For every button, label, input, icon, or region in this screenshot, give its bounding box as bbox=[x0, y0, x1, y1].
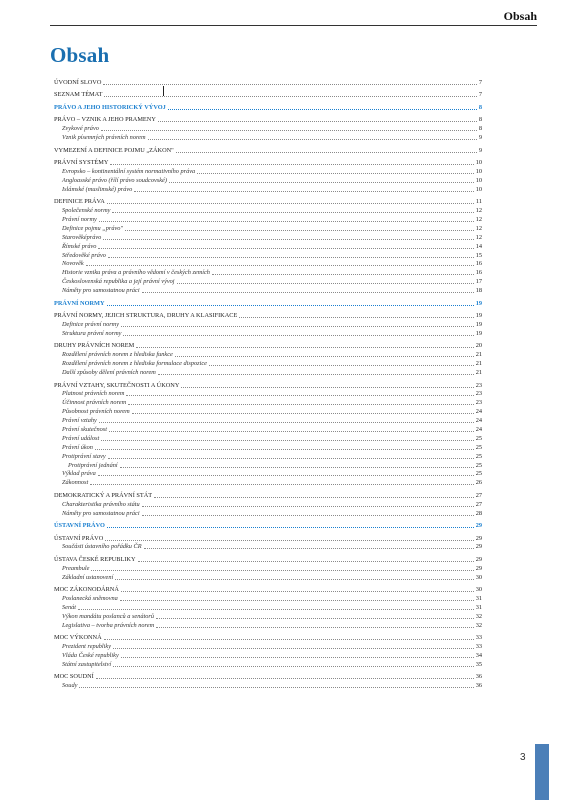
toc-dot-leader bbox=[142, 506, 474, 507]
toc-entry-label: Protiprávní jednání bbox=[68, 461, 118, 469]
toc-entry-label: Působnost právních norem bbox=[62, 408, 130, 416]
toc-chapter-entry[interactable] bbox=[54, 555, 482, 564]
toc-entry-label: VYMEZENÍ A DEFINICE POJMU „ZÁKON" bbox=[54, 146, 174, 154]
toc-entry-label: Československá republika a její právní vývoj bbox=[62, 278, 175, 286]
toc-entry-page: 31 bbox=[475, 595, 482, 603]
toc-entry-label: Senát bbox=[62, 604, 76, 611]
toc-part-entry[interactable] bbox=[54, 103, 482, 112]
toc-dot-leader bbox=[132, 413, 474, 414]
toc-subentry[interactable] bbox=[54, 425, 482, 434]
toc-dot-leader bbox=[212, 274, 474, 275]
toc-subentry[interactable] bbox=[54, 612, 482, 621]
toc-entry-label: DRUHY PRÁVNÍCH NOREM bbox=[54, 342, 135, 350]
toc-subentry[interactable] bbox=[54, 660, 482, 669]
toc-chapter-entry[interactable] bbox=[54, 146, 482, 155]
toc-entry-page: 27 bbox=[475, 491, 482, 499]
toc-dot-leader bbox=[128, 404, 474, 405]
toc-dot-leader bbox=[96, 678, 474, 679]
toc-dot-leader bbox=[121, 657, 474, 658]
toc-entry-page: 26 bbox=[475, 479, 482, 487]
toc-chapter-entry[interactable] bbox=[54, 673, 482, 682]
toc-dot-leader bbox=[113, 648, 474, 649]
toc-subentry[interactable] bbox=[54, 470, 482, 479]
toc-entry-page: 25 bbox=[475, 461, 482, 469]
toc-entry-label: Výklad práva bbox=[62, 470, 96, 478]
toc-entry-page: 29 bbox=[475, 543, 482, 551]
toc-chapter-entry[interactable] bbox=[54, 381, 482, 390]
toc-entry-page: 29 bbox=[475, 522, 482, 530]
toc-entry-page: 30 bbox=[475, 586, 482, 594]
toc-entry-label: Prezident republiky bbox=[62, 643, 112, 651]
toc-entry-page: 19 bbox=[475, 312, 482, 320]
toc-subentry[interactable] bbox=[54, 176, 482, 185]
toc-dot-leader bbox=[95, 449, 474, 450]
toc-dot-leader bbox=[125, 230, 474, 231]
toc-subentry[interactable] bbox=[54, 416, 482, 425]
toc-subentry[interactable] bbox=[54, 251, 482, 260]
toc-subentry[interactable] bbox=[54, 368, 482, 377]
toc-dot-leader bbox=[126, 395, 473, 396]
toc-entry-label: Náměty pro samostatnou práci bbox=[62, 509, 140, 517]
toc-entry-label: Vznik písemných právních norem bbox=[62, 134, 146, 142]
toc-dot-leader bbox=[108, 257, 474, 258]
toc-chapter-entry[interactable] bbox=[54, 197, 482, 206]
toc-entry-label: Charakteristika právního státu bbox=[62, 500, 140, 508]
running-header-title: Obsah bbox=[503, 9, 537, 23]
toc-subentry[interactable] bbox=[54, 564, 482, 573]
toc-entry-label: Soudy bbox=[62, 682, 78, 690]
toc-entry-label: Definice pojmu „právo" bbox=[62, 224, 124, 232]
toc-entry-label: Novověk bbox=[62, 260, 84, 268]
toc-entry-label: Právní vztahy bbox=[62, 417, 97, 425]
toc-dot-leader bbox=[90, 484, 473, 485]
toc-entry-page: 24 bbox=[475, 426, 482, 433]
toc-entry-page: 19 bbox=[475, 321, 482, 329]
toc-dot-leader bbox=[98, 248, 473, 249]
toc-dot-leader bbox=[209, 365, 474, 366]
toc-dot-leader bbox=[158, 121, 477, 122]
toc-entry-label: Právní skutečnost bbox=[62, 426, 107, 433]
toc-entry-page: 25 bbox=[475, 452, 482, 460]
toc-dot-leader bbox=[176, 152, 477, 153]
toc-chapter-entry[interactable] bbox=[54, 633, 482, 642]
toc-chapter-entry[interactable] bbox=[54, 115, 482, 124]
toc-entry-label: MOC VÝKONNÁ bbox=[54, 634, 102, 642]
toc-entry-page: 12 bbox=[475, 216, 482, 224]
toc-entry-label: Preambule bbox=[62, 564, 90, 572]
page-number: 3 bbox=[520, 752, 526, 763]
toc-subentry[interactable] bbox=[54, 621, 482, 630]
toc-entry-label: ÚSTAVNÍ PRÁVO bbox=[54, 522, 105, 530]
toc-subentry[interactable] bbox=[54, 681, 482, 690]
toc-entry-label: Státní zastupitelství bbox=[62, 660, 112, 668]
toc-subentry[interactable] bbox=[54, 434, 482, 443]
toc-entry-label: Platnost právních norem bbox=[62, 390, 125, 398]
toc-dot-leader bbox=[138, 561, 474, 562]
toc-entry-page: 28 bbox=[475, 509, 482, 517]
toc-entry-page: 10 bbox=[475, 159, 482, 167]
toc-entry-label: Vláda České republiky bbox=[62, 652, 119, 660]
toc-entry-page: 24 bbox=[475, 417, 482, 425]
toc-entry-label: Islámské (muslimské) právo bbox=[62, 185, 133, 193]
toc-entry-page: 23 bbox=[475, 399, 482, 407]
toc-subentry[interactable] bbox=[54, 359, 482, 368]
toc-part-entry[interactable] bbox=[54, 299, 482, 308]
toc-subentry[interactable] bbox=[54, 573, 482, 582]
toc-dot-leader bbox=[134, 191, 473, 192]
toc-dot-leader bbox=[120, 600, 474, 601]
toc-chapter-entry[interactable] bbox=[54, 342, 482, 351]
toc-entry-label: Náměty pro samostatnou práci bbox=[62, 287, 140, 295]
toc-entry-page: 12 bbox=[475, 233, 482, 241]
toc-entry-page: 14 bbox=[475, 242, 482, 250]
toc-chapter-entry[interactable] bbox=[54, 90, 482, 99]
toc-subentry[interactable] bbox=[54, 242, 482, 251]
toc-entry-page: 10 bbox=[475, 167, 482, 175]
toc-subentry[interactable] bbox=[54, 286, 482, 295]
toc-dot-leader bbox=[110, 164, 473, 165]
toc-entry-label: Protiprávní stavy bbox=[62, 452, 106, 460]
page-edge-tab bbox=[535, 744, 549, 800]
toc-entry-page: 21 bbox=[475, 360, 482, 368]
toc-subentry[interactable] bbox=[54, 320, 482, 329]
toc-dot-leader bbox=[154, 497, 474, 498]
toc-dot-leader bbox=[158, 374, 474, 375]
toc-dot-leader bbox=[177, 283, 474, 284]
toc-subentry[interactable] bbox=[54, 224, 482, 233]
toc-entry-page: 9 bbox=[478, 134, 482, 142]
toc-dot-leader bbox=[123, 335, 473, 336]
toc-entry-label: Právní úkon bbox=[62, 443, 93, 451]
toc-subentry[interactable] bbox=[54, 124, 482, 133]
toc-entry-label: Středověké právo bbox=[62, 251, 106, 259]
toc-entry-page: 20 bbox=[475, 342, 482, 350]
toc-dot-leader bbox=[121, 326, 474, 327]
toc-entry-label: Struktura právní normy bbox=[62, 329, 122, 337]
toc-subentry[interactable] bbox=[54, 133, 482, 142]
toc-entry-page: 10 bbox=[475, 176, 482, 184]
toc-entry-label: MOC SOUDNÍ bbox=[54, 673, 94, 681]
toc-subentry[interactable] bbox=[54, 509, 482, 518]
toc-entry-label: PRÁVNÍ NORMY bbox=[54, 299, 105, 307]
toc-dot-leader bbox=[107, 203, 474, 204]
toc-entry-label: Historie vzniku práva a právního vědomí v českých zemích bbox=[62, 269, 210, 277]
toc-entry-label: Společenské normy bbox=[62, 207, 111, 215]
toc-entry-label: Účinnost právních norem bbox=[62, 399, 127, 407]
toc-dot-leader bbox=[197, 173, 473, 174]
toc-entry-label: ÚSTAVA ČESKÉ REPUBLIKY bbox=[54, 555, 136, 563]
toc-subentry[interactable] bbox=[54, 206, 482, 215]
toc-subentry[interactable] bbox=[54, 603, 482, 612]
toc-entry-page: 32 bbox=[475, 612, 482, 620]
toc-entry-page: 7 bbox=[478, 78, 482, 86]
toc-entry-page: 8 bbox=[478, 116, 482, 124]
toc-subentry[interactable] bbox=[54, 167, 482, 176]
toc-entry-label: Výkon mandátu poslanců a senátorů bbox=[62, 612, 154, 620]
toc-dot-leader bbox=[169, 182, 474, 183]
toc-dot-leader bbox=[98, 475, 474, 476]
toc-entry-page: 35 bbox=[475, 660, 482, 668]
toc-dot-leader bbox=[108, 458, 474, 459]
toc-entry-page: 19 bbox=[475, 299, 482, 307]
toc-entry-label: Součásti ústavního pořádku ČR bbox=[62, 543, 142, 551]
toc-entry-page: 36 bbox=[475, 673, 482, 681]
toc-subentry[interactable] bbox=[54, 277, 482, 286]
toc-entry-label: Římské právo bbox=[62, 242, 97, 250]
toc-chapter-entry[interactable] bbox=[54, 78, 482, 87]
toc-entry-label: Legislativa – tvorba právních norem bbox=[62, 621, 155, 629]
toc-dot-leader bbox=[109, 431, 474, 432]
toc-entry-page: 21 bbox=[475, 369, 482, 377]
toc-subentry[interactable] bbox=[54, 461, 482, 470]
toc-entry-label: Další způsoby dělení právních norem bbox=[62, 369, 156, 377]
toc-dot-leader bbox=[142, 515, 474, 516]
toc-dot-leader bbox=[104, 96, 477, 97]
toc-dot-leader bbox=[121, 591, 474, 592]
table-of-contents bbox=[54, 78, 482, 690]
toc-entry-page: 25 bbox=[475, 443, 482, 451]
toc-entry-page: 18 bbox=[475, 287, 482, 295]
toc-entry-label: ÚVODNÍ SLOVO bbox=[54, 78, 102, 86]
toc-entry-page: 17 bbox=[475, 278, 482, 286]
toc-subentry[interactable] bbox=[54, 594, 482, 603]
toc-chapter-entry[interactable] bbox=[54, 158, 482, 167]
toc-entry-page: 8 bbox=[478, 103, 482, 111]
toc-entry-label: Angloasské právo (řílí právo soudcovské) bbox=[62, 176, 167, 184]
toc-entry-page: 31 bbox=[475, 604, 482, 611]
toc-entry-page: 21 bbox=[475, 351, 482, 359]
toc-entry-label: PRÁVNÍ NORMY, JEJICH STRUKTURA, DRUHY A KLASIFIKACE bbox=[54, 312, 238, 320]
toc-dot-leader bbox=[144, 548, 474, 549]
toc-dot-leader bbox=[112, 212, 473, 213]
toc-dot-leader bbox=[142, 292, 474, 293]
toc-chapter-entry[interactable] bbox=[54, 585, 482, 594]
toc-dot-leader bbox=[99, 221, 474, 222]
toc-subentry[interactable] bbox=[54, 233, 482, 242]
toc-entry-page: 16 bbox=[475, 269, 482, 277]
toc-subentry[interactable] bbox=[54, 260, 482, 269]
toc-entry-label: Rozdělení právních norem z hlediska formulace dispozice bbox=[62, 360, 207, 368]
toc-dot-leader bbox=[99, 422, 474, 423]
toc-dot-leader bbox=[103, 239, 473, 240]
page-title: Obsah bbox=[50, 43, 110, 67]
toc-subentry[interactable] bbox=[54, 185, 482, 194]
toc-subentry[interactable] bbox=[54, 500, 482, 509]
toc-entry-page: 36 bbox=[475, 682, 482, 690]
toc-dot-leader bbox=[175, 356, 474, 357]
toc-entry-label: DEFINICE PRÁVA bbox=[54, 198, 105, 206]
toc-entry-label: Zákonnost bbox=[62, 479, 89, 487]
toc-entry-page: 29 bbox=[475, 564, 482, 572]
toc-entry-page: 32 bbox=[475, 621, 482, 629]
toc-dot-leader bbox=[136, 347, 473, 348]
toc-entry-page: 29 bbox=[475, 555, 482, 563]
toc-dot-leader bbox=[181, 387, 473, 388]
toc-entry-page: 8 bbox=[478, 125, 482, 133]
toc-entry-label: Rozdělení právních norem z hlediska funkce bbox=[62, 351, 173, 359]
toc-entry-page: 25 bbox=[475, 470, 482, 478]
toc-subentry[interactable] bbox=[54, 651, 482, 660]
toc-entry-label: Poslanecká sněmovna bbox=[62, 595, 118, 603]
toc-entry-label: PRÁVO A JEHO HISTORICKÝ VÝVOJ bbox=[54, 103, 166, 111]
toc-entry-page: 23 bbox=[475, 381, 482, 389]
toc-entry-label: MOC ZÁKONODÁRNÁ bbox=[54, 586, 119, 594]
toc-entry-page: 30 bbox=[475, 573, 482, 581]
toc-entry-page: 15 bbox=[475, 251, 482, 259]
toc-chapter-entry[interactable] bbox=[54, 311, 482, 320]
toc-dot-leader bbox=[86, 265, 474, 266]
toc-entry-page: 27 bbox=[475, 500, 482, 508]
toc-dot-leader bbox=[79, 687, 473, 688]
toc-entry-page: 7 bbox=[478, 91, 482, 99]
toc-dot-leader bbox=[113, 666, 474, 667]
toc-dot-leader bbox=[156, 618, 474, 619]
toc-chapter-entry[interactable] bbox=[54, 534, 482, 543]
toc-entry-page: 33 bbox=[475, 643, 482, 651]
toc-entry-label: Právní událost bbox=[62, 434, 100, 442]
toc-dot-leader bbox=[115, 579, 473, 580]
toc-subentry[interactable] bbox=[54, 390, 482, 399]
toc-subentry[interactable] bbox=[54, 443, 482, 452]
toc-subentry[interactable] bbox=[54, 350, 482, 359]
toc-entry-label: PRÁVNÍ VZTAHY, SKUTEČNOSTI A ÚKONY bbox=[54, 381, 180, 389]
toc-dot-leader bbox=[103, 84, 476, 85]
toc-dot-leader bbox=[105, 540, 473, 541]
toc-entry-page: 12 bbox=[475, 224, 482, 232]
toc-entry-label: ÚSTAVNÍ PRÁVO bbox=[54, 534, 104, 542]
toc-subentry[interactable] bbox=[54, 543, 482, 552]
toc-subentry[interactable] bbox=[54, 478, 482, 487]
toc-subentry[interactable] bbox=[54, 329, 482, 338]
toc-subentry[interactable] bbox=[54, 407, 482, 416]
toc-entry-page: 23 bbox=[475, 390, 482, 398]
toc-dot-leader bbox=[156, 627, 474, 628]
toc-subentry[interactable] bbox=[54, 398, 482, 407]
toc-dot-leader bbox=[148, 139, 477, 140]
toc-entry-page: 12 bbox=[475, 207, 482, 215]
toc-entry-label: Evropsko – kontinentální systém normativního práva bbox=[62, 167, 196, 175]
toc-entry-label: Právní normy bbox=[62, 216, 97, 224]
toc-subentry[interactable] bbox=[54, 642, 482, 651]
toc-dot-leader bbox=[101, 440, 473, 441]
toc-chapter-entry[interactable] bbox=[54, 491, 482, 500]
toc-part-entry[interactable] bbox=[54, 521, 482, 530]
toc-subentry[interactable] bbox=[54, 215, 482, 224]
toc-dot-leader bbox=[120, 467, 474, 468]
toc-entry-page: 16 bbox=[475, 260, 482, 268]
toc-entry-label: PRÁVO – VZNIK A JEHO PRAMENY bbox=[54, 116, 156, 124]
header-divider bbox=[50, 25, 537, 26]
toc-dot-leader bbox=[107, 305, 474, 306]
toc-entry-page: 25 bbox=[475, 434, 482, 442]
toc-entry-label: Starověképrávo bbox=[62, 233, 102, 241]
toc-dot-leader bbox=[104, 639, 474, 640]
toc-entry-page: 29 bbox=[475, 534, 482, 542]
toc-entry-page: 24 bbox=[475, 408, 482, 416]
toc-entry-label: Zvykové právo bbox=[62, 125, 99, 133]
toc-entry-page: 19 bbox=[475, 329, 482, 337]
toc-dot-leader bbox=[168, 109, 477, 110]
toc-entry-label: PRÁVNÍ SYSTÉMY bbox=[54, 159, 109, 167]
toc-entry-label: SEZNAM TÉMAT bbox=[54, 91, 103, 99]
toc-dot-leader bbox=[91, 570, 473, 571]
toc-dot-leader bbox=[107, 527, 474, 528]
toc-subentry[interactable] bbox=[54, 452, 482, 461]
toc-entry-label: DEMOKRATICKÝ A PRÁVNÍ STÁT bbox=[54, 491, 153, 499]
toc-entry-page: 34 bbox=[475, 652, 482, 660]
toc-dot-leader bbox=[239, 317, 473, 318]
toc-dot-leader bbox=[78, 609, 474, 610]
toc-dot-leader bbox=[101, 130, 477, 131]
toc-entry-page: 9 bbox=[478, 146, 482, 154]
toc-entry-page: 11 bbox=[475, 198, 482, 206]
toc-subentry[interactable] bbox=[54, 268, 482, 277]
toc-entry-label: Základní ustanovení bbox=[62, 573, 114, 581]
toc-entry-page: 10 bbox=[475, 185, 482, 193]
toc-entry-label: Definice právní normy bbox=[62, 321, 120, 329]
toc-entry-page: 33 bbox=[475, 634, 482, 642]
